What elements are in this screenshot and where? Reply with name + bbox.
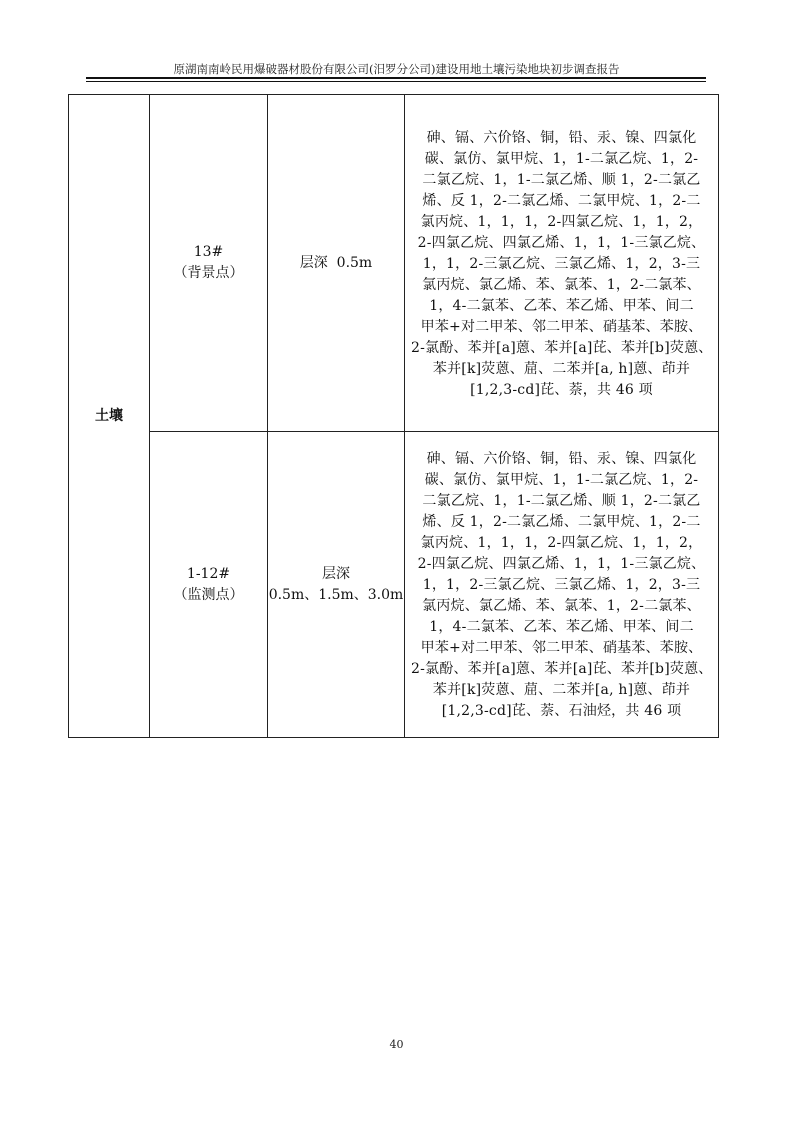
- analytes-line: 碳、氯仿、氯甲烷、1，1-二氯乙烷、1，2-: [424, 150, 699, 167]
- depth-label: 层深: [299, 254, 328, 271]
- sampling-point-id: 13#: [193, 244, 224, 260]
- sampling-point-type: （背景点）: [173, 265, 244, 281]
- analytes-line: 2-氯酚、苯并[a]蒽、苯并[a]芘、苯并[b]荧蒽、: [411, 339, 713, 356]
- sampling-point-id: 1-12#: [186, 565, 231, 582]
- analytes-line: 2-四氯乙烷、四氯乙烯、1，1，1-三氯乙烷、: [417, 234, 706, 251]
- table-row: [69, 95, 719, 432]
- analytes-line: 苯并[k]荧蒽、䓛、二苯并[a, h]蒽、茚并: [432, 682, 691, 698]
- sampling-point-cell: [150, 95, 268, 432]
- analytes-line: 2-氯酚、苯并[a]蒽、苯并[a]芘、苯并[b]荧蒽、: [411, 661, 713, 677]
- analytes-line: 苯并[k]荧蒽、䓛、二苯并[a, h]蒽、茚并: [432, 360, 691, 377]
- table-row: [69, 432, 719, 738]
- header-rule: [86, 77, 706, 79]
- analytes-line: 1，4-二氯苯、乙苯、苯乙烯、甲苯、间二: [429, 297, 694, 314]
- analytes-line: [1,2,3-cd]芘、萘、石油烃，共 46 项: [441, 703, 682, 719]
- header-rule-thin: [86, 81, 706, 82]
- analytes-line: 碳、氯仿、氯甲烷、1，1-二氯乙烷、1，2-: [424, 472, 699, 488]
- analytes-line: 1，4-二氯苯、乙苯、苯乙烯、甲苯、间二: [429, 619, 694, 635]
- analytes-line: 氯丙烷、氯乙烯、苯、氯苯、1，2-二氯苯、: [422, 598, 701, 614]
- analytes-line: 1，1，2-三氯乙烷、三氯乙烯、1，2，3-三: [422, 255, 701, 272]
- analytes-line: 2-四氯乙烷、四氯乙烯、1，1，1-三氯乙烷、: [417, 556, 706, 572]
- analytes-line: 甲苯+对二甲苯、邻二甲苯、硝基苯、苯胺、: [420, 640, 703, 656]
- analytes-line: 氯丙烷、1，1，1，2-四氯乙烷、1，1，2，: [420, 213, 703, 230]
- analytes-line: 甲苯+对二甲苯、邻二甲苯、硝基苯、苯胺、: [420, 318, 703, 335]
- analytes-line: 氯丙烷、氯乙烯、苯、氯苯、1，2-二氯苯、: [422, 276, 701, 293]
- sampling-depth-cell: [268, 432, 405, 738]
- depth-value: 0.5m、1.5m、3.0m: [268, 586, 404, 603]
- analytes-line: 1，1，2-三氯乙烷、三氯乙烯、1，2，3-三: [422, 577, 701, 593]
- sampling-point-cell: [150, 432, 268, 738]
- page-header: 原湖南南岭民用爆破器材股份有限公司(汨罗分公司)建设用地土壤污染地块初步调查报告: [173, 62, 620, 76]
- analytes-line: 砷、镉、六价铬、铜，铅、汞、镍、四氯化: [426, 451, 697, 467]
- analytes-line: 烯、反 1，2-二氯乙烯、二氯甲烷、1，2-二: [422, 192, 701, 209]
- sampling-point-type: （监测点）: [173, 586, 244, 603]
- analytes-cell: [405, 432, 719, 738]
- depth-label: 层深: [322, 565, 350, 582]
- page-number: 40: [389, 1038, 404, 1051]
- depth-value: 0.5m: [336, 254, 373, 271]
- analytes-line: 氯丙烷、1，1，1，2-四氯乙烷、1，1，2，: [420, 535, 703, 551]
- analytes-line: 砷、镉、六价铬、铜，铅、汞、镍、四氯化: [426, 129, 697, 146]
- sampling-table: [68, 94, 719, 738]
- analytes-cell: [405, 95, 719, 432]
- medium-cell: 土壤: [69, 95, 150, 738]
- analytes-line: 二氯乙烷、1，1-二氯乙烯、顺 1，2-二氯乙: [422, 171, 701, 188]
- analytes-line: 烯、反 1，2-二氯乙烯、二氯甲烷、1，2-二: [422, 514, 701, 530]
- sampling-depth-text: [268, 253, 404, 274]
- analytes-line: 二氯乙烷、1，1-二氯乙烯、顺 1，2-二氯乙: [422, 493, 701, 509]
- sampling-depth-cell: [268, 95, 405, 432]
- analytes-line: [1,2,3-cd]芘、萘，共 46 项: [470, 381, 653, 398]
